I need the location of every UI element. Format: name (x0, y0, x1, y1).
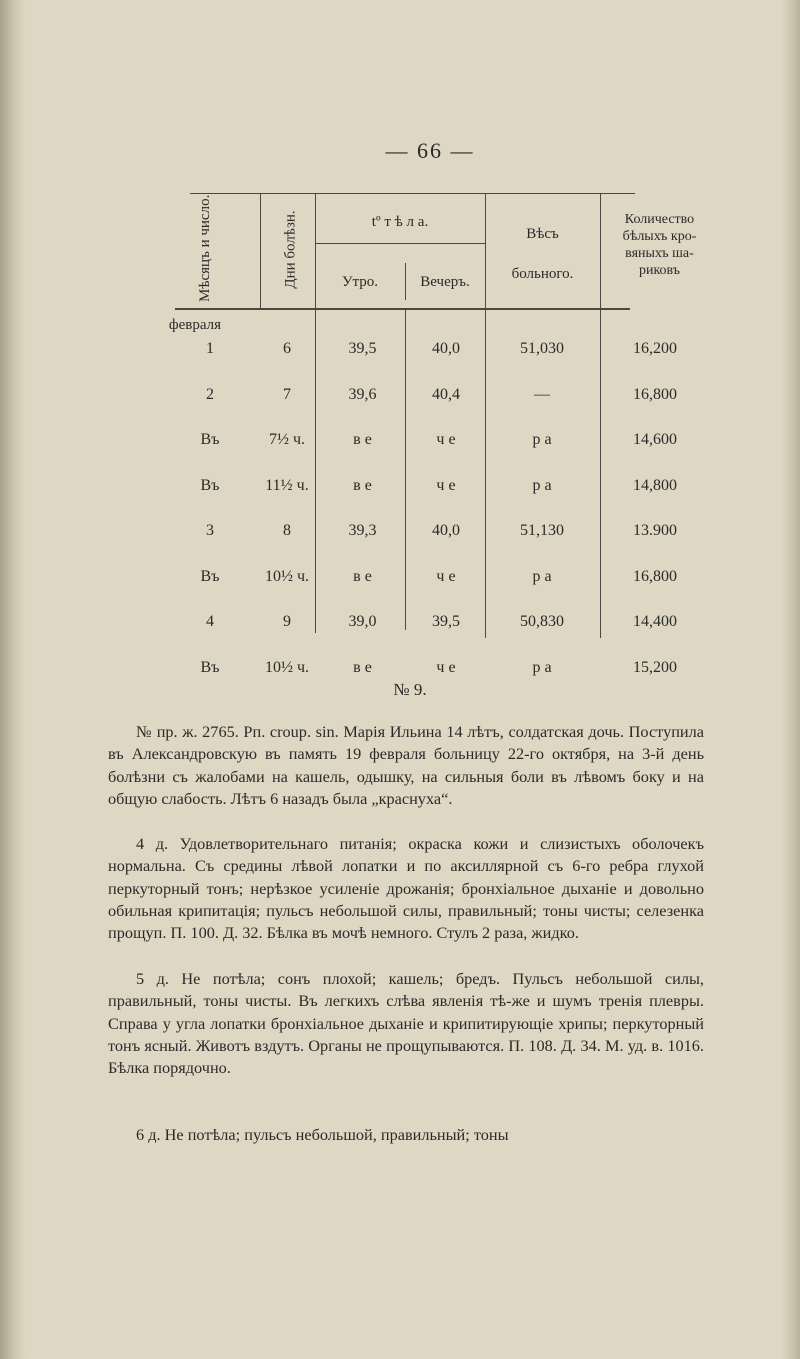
col-rule-3 (405, 310, 406, 630)
table-top-rule (190, 193, 635, 194)
cell-evening: ч е (436, 659, 456, 676)
cell-weight: р а (532, 431, 552, 448)
paragraph-4: 6 д. Не потѣла; пульсъ небольшой, правильный; тоны (136, 1125, 509, 1144)
cell-wbc: 14,600 (633, 431, 677, 448)
cell-date: 4 (206, 613, 214, 630)
cell-date: 2 (206, 386, 214, 403)
header-illness-day: Дни болѣзн. (282, 210, 299, 289)
header-morning: Утро. (341, 274, 379, 290)
cell-evening: 40,4 (432, 386, 460, 403)
page-edge-left (0, 0, 26, 1359)
cell-weight: — (534, 386, 550, 403)
cell-wbc: 15,200 (633, 659, 677, 676)
cell-weight: р а (532, 568, 552, 585)
cell-wbc: 16,800 (633, 568, 677, 585)
cell-date: Въ (200, 568, 220, 585)
cell-day: 7½ ч. (268, 431, 306, 448)
cell-day: 8 (283, 522, 291, 539)
temperature-table (168, 183, 795, 676)
cell-wbc: 16,800 (633, 386, 677, 403)
cell-weight: 51,130 (520, 522, 564, 539)
header-white-cells: Количество бѣлыхъ кро- вяныхъ ша- риковъ (622, 212, 697, 278)
cell-wbc: 16,200 (633, 340, 677, 357)
month-label: февраля (168, 317, 222, 333)
cell-morning: в е (353, 659, 372, 676)
header-weight-top: Вѣсъ (526, 226, 559, 242)
cell-date: Въ (200, 431, 220, 448)
cell-date: 1 (206, 340, 214, 357)
cell-weight: 50,830 (520, 613, 564, 630)
cell-date: 3 (206, 522, 214, 539)
col-rule-5 (600, 193, 601, 638)
page-number: — 66 — (385, 138, 475, 163)
case-title: № 9. (393, 680, 427, 699)
cell-morning: 39,3 (348, 522, 377, 539)
cell-day: 10½ ч. (264, 659, 310, 676)
cell-day: 9 (283, 613, 291, 630)
temp-subheader-rule (315, 243, 485, 244)
cell-evening: ч е (436, 477, 456, 494)
paragraph-1: № пр. ж. 2765. Рп. croup. sin. Марія Ильина 14 лѣтъ, солдатская дочь. Поступила въ Александровскую въ память 19 февраля больницу 22-го октября, на 3-й день болѣзни съ жалобами на кашель, одышку, на сильныя боли въ лѣвомъ боку и на общую слабость. Лѣтъ 6 назадъ была „краснуха“. (108, 722, 704, 808)
cell-wbc: 14,400 (633, 613, 677, 630)
cell-morning: 39,6 (348, 386, 377, 403)
cell-weight: р а (532, 659, 552, 676)
cell-day: 6 (283, 340, 291, 357)
header-weight-bottom: больного. (511, 266, 574, 282)
cell-weight: 51,030 (520, 340, 564, 357)
header-temperature: tº т ѣ л а. (371, 214, 429, 230)
cell-evening: 40,0 (432, 340, 460, 357)
cell-day: 10½ ч. (264, 568, 310, 585)
cell-morning: 39,5 (348, 340, 377, 357)
cell-weight: р а (532, 477, 552, 494)
cell-morning: 39,0 (348, 613, 377, 630)
cell-evening: ч е (436, 568, 456, 585)
cell-day: 7 (283, 386, 291, 403)
cell-evening: 39,5 (432, 613, 460, 630)
cell-wbc: 14,800 (633, 477, 677, 494)
col-rule-1 (260, 193, 261, 308)
cell-morning: в е (353, 431, 372, 448)
paragraph-2: 4 д. Удовлетворительнаго питанія; окраска кожи и слизистыхъ оболочекъ нормальна. Съ средины лѣвой лопатки и по аксиллярной съ 6-го ребра глухой перкуторный тонъ; нерѣзкое усиленіе дрожанія; бронхіальное дыханіе и довольно обильная крипитація; пульсъ небольшой силы, правильный; тоны чисты; селезенка прощуп. П. 100. Д. 32. Бѣлка въ мочѣ немного. Стулъ 2 раза, жидко. (108, 834, 704, 943)
cell-wbc: 13.900 (633, 522, 677, 539)
cell-date: Въ (200, 659, 220, 676)
cell-evening: 40,0 (432, 522, 460, 539)
cell-day: 11½ ч. (265, 477, 309, 494)
col-rule-4 (485, 193, 486, 638)
table-header-rule (175, 308, 630, 310)
cell-morning: в е (353, 568, 372, 585)
paragraph-3: 5 д. Не потѣла; сонъ плохой; кашель; бредъ. Пульсъ небольшой силы, правильный, тоны чисты. Въ легкихъ слѣва явленія тѣ-же и шумъ тренія плевры. Справа у угла лопатки бронхіальное дыханіе и крипитирующіе хрипы; перкуторный тонъ ясный. Животъ вздутъ. Органы не прощупываются. П. 108. Д. 34. М. уд. в. 1016. Бѣлка порядочно. (108, 969, 704, 1078)
cell-date: Въ (200, 477, 220, 494)
cell-morning: в е (353, 477, 372, 494)
cell-evening: ч е (436, 431, 456, 448)
header-month-day: Мѣсяцъ и число. (197, 194, 213, 302)
header-evening: Вечеръ. (420, 274, 470, 290)
